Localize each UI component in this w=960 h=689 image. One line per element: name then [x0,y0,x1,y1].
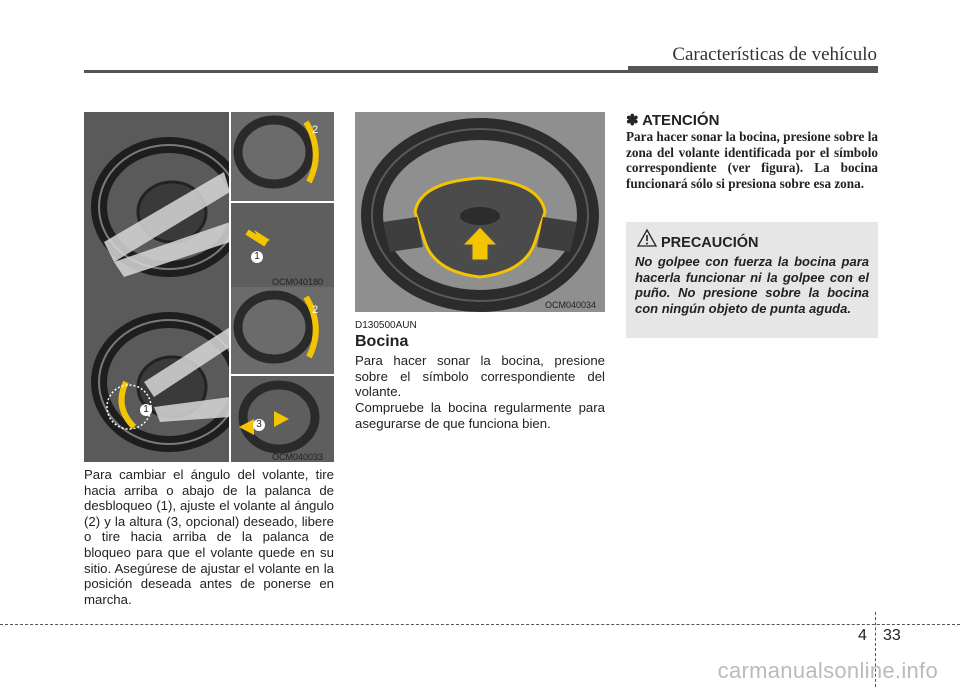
precaucion-title: PRECAUCIÓN [661,235,759,251]
callout-3-b: 3 [253,419,265,431]
watermark: carmanualsonline.info [717,658,938,683]
figure-code-a: OCM040180 [272,277,324,287]
steering-tilt-illustration-b [84,287,334,462]
precaucion-paragraph: No golpee con fuerza la bocina para hacerla funcionar ni la golpee con el puño. No presione sobre la bocina con ningún objeto de punta aguda. [635,254,869,316]
callout-1-a: 1 [251,251,263,263]
chapter-number: 4 [858,627,867,644]
page-number: 33 [883,627,901,644]
footer-rule [0,624,960,625]
callout-2-b: 2 [312,304,319,316]
left-column-paragraph: Para cambiar el ángulo del volante, tire hacia arriba o abajo de la palanca de desbloqueo (1), ajuste el volante al ángulo (2) y la altura (3, opcional) deseado, libere o tire hacia arriba de la palanca de bloqueo para que el volante quede en su sitio. Asegúrese de ajustar el volante en la posición deseada antes de ponerse en marcha. [84,467,334,607]
steering-tilt-illustration-a [84,112,334,287]
horn-paragraph-2: Compruebe la bocina regularmente para asegurarse de que funciona bien. [355,400,605,431]
header-rule-accent [628,66,878,71]
section-code: D130500AUN [355,320,417,331]
figure-tipo-a [84,112,334,287]
figure-code-horn: OCM040034 [545,300,597,310]
figure-tipo-b [84,287,334,462]
callout-2-a: 2 [312,124,319,136]
section-title: Bocina [355,333,409,350]
atencion-paragraph: Para hacer sonar la bocina, presione sobre la zona del volante identificada por el símbolo correspondiente (ver figura). La bocina funcionará sólo si presiona sobre esa zona. [626,129,878,191]
horn-steering-wheel-illustration [355,112,605,312]
page-header-title: Características de vehículo [672,44,877,65]
warning-triangle-icon [636,228,658,253]
figure-code-b: OCM040033 [272,452,324,462]
horn-paragraph-1: Para hacer sonar la bocina, presione sobre el símbolo correspondiente del volante. [355,353,605,400]
callout-1-b: 1 [140,404,152,416]
atencion-title: ✽ ATENCIÓN [626,112,720,129]
figure-horn [355,112,605,312]
